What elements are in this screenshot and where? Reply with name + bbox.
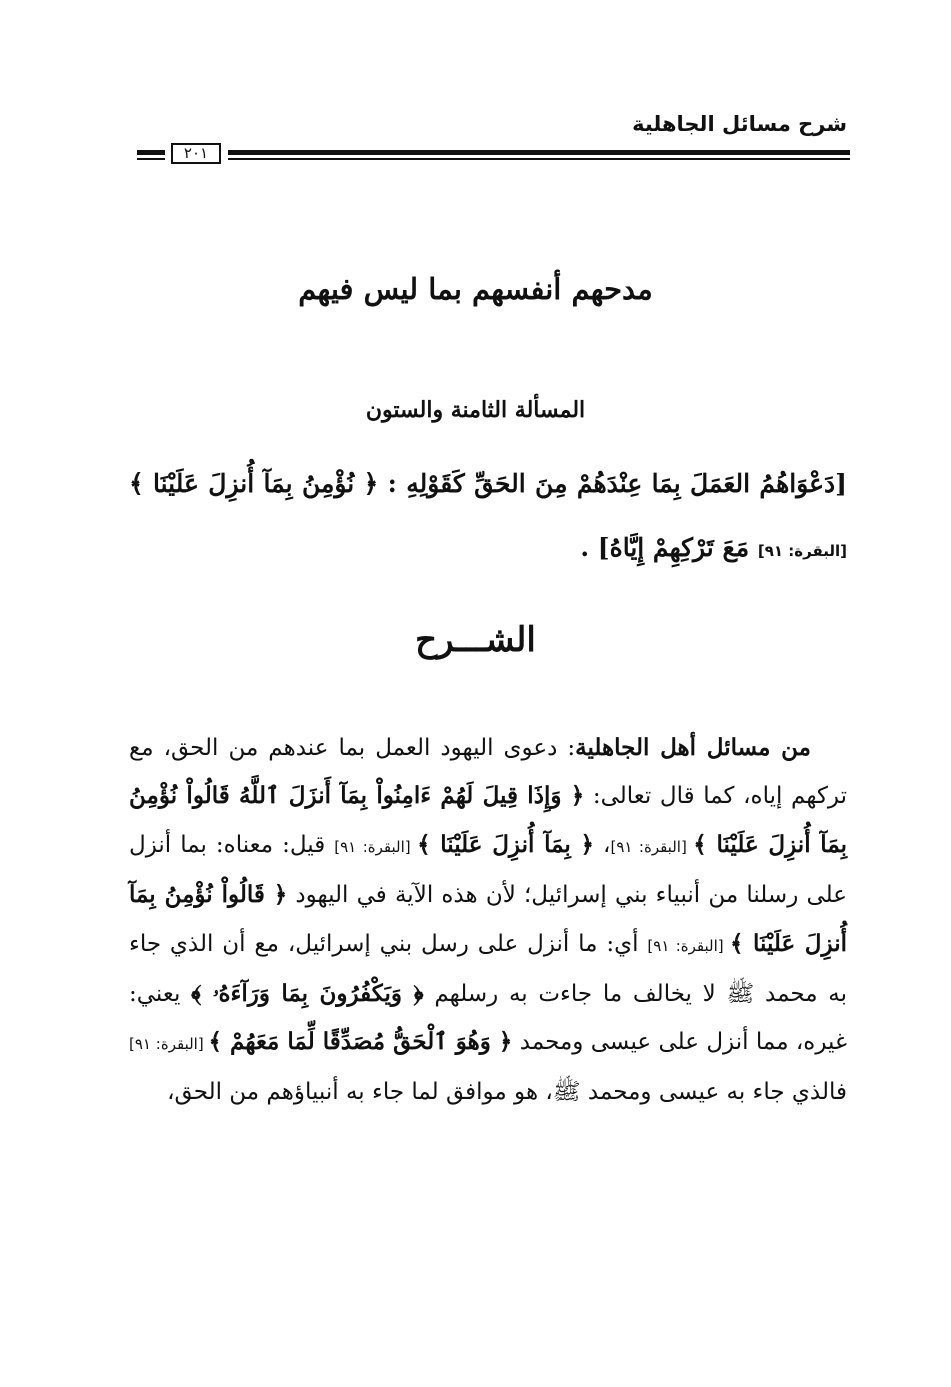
- reference-5: [البقرة: ٩١]: [129, 1035, 209, 1054]
- quran-quote-5: ﴿ وَهُوَ ٱلْحَقُّ مُصَدِّقًا لِّمَا مَعَهُمْ ﴾: [208, 1028, 513, 1056]
- header-rule: [228, 150, 850, 155]
- body-text-4: أي: ما أنزل على رسل بني إسرائيل، مع أن الذي جاء به محمد ﷺ لا يخالف ما جاءت به رسلهم: [129, 930, 848, 1008]
- header-rule-thin: [228, 158, 850, 160]
- sharh-title: الشـــرح: [415, 620, 536, 660]
- page-number: ٢٠١: [171, 143, 221, 164]
- matn-quran-quote: ﴿ نُؤْمِنُ بِمَآ أُنزِلَ عَلَيْنَا ﴾: [129, 469, 379, 498]
- matn-text-b: مَعَ تَرْكِهِمْ إِيَّاهُ] .: [580, 533, 758, 562]
- matn-text-a: [دَعْوَاهُمُ العَمَلَ بِمَا عِنْدَهُمْ مِنَ الحَقِّ كَقَوْلِهِ :: [378, 469, 847, 498]
- header-rule-end: [137, 150, 165, 155]
- quran-quote-2: ﴿ بِمَآ أُنزِلَ عَلَيْنَا ﴾: [417, 830, 594, 858]
- quran-quote-4: ﴿ وَيَكْفُرُونَ بِمَا وَرَآءَهُۥ ﴾: [191, 980, 424, 1008]
- matn-reference: [البقرة: ٩١]: [757, 542, 847, 560]
- quran-quote-3: ﴿ قَالُواْ نُؤْمِنُ بِمَآ أُنزِلَ عَلَيْنَا ﴾: [129, 881, 847, 957]
- reference-1: [البقرة: ٩١]: [610, 837, 694, 856]
- reference-3: [البقرة: ٩١]: [647, 936, 730, 955]
- sharh-body: [129, 724, 847, 1116]
- body-text-1: : دعوى اليهود العمل بما عندهم من الحق، مع تركهم إياه، كما قال تعالى:: [129, 735, 847, 810]
- body-text-6: فالذي جاء به عيسى ومحمد ﷺ، هو موافق لما جاء به أنبياؤهم من الحق،: [167, 1078, 847, 1105]
- header-rule-end-thin: [137, 158, 165, 160]
- reference-2: [البقرة: ٩١]: [334, 837, 418, 856]
- body-text-5: يعني: غيره، مما أنزل على عيسى ومحمد: [129, 981, 848, 1056]
- matn-text: [129, 452, 847, 583]
- issue-heading: المسألة الثامنة والستون: [365, 397, 586, 423]
- quran-quote-1: ﴿ وَإِذَا قِيلَ لَهُمْ ءَامِنُواْ بِمَآ أَنزَلَ ٱللَّهُ قَالُواْ نُؤْمِنُ بِمَآ أُنزِلَ عَلَيْنَا ﴾: [129, 782, 848, 858]
- running-title: شرح مسائل الجاهلية: [632, 112, 847, 136]
- body-text-3: قيل: معناه: بما أنزل على رسلنا من أنبياء بني إسرائيل؛ لأن هذه الآية في اليهود: [129, 831, 847, 909]
- chapter-title: مدحهم أنفسهم بما ليس فيهم: [298, 272, 653, 306]
- body-text-2: ،: [594, 831, 611, 858]
- body-lead: من مسائل أهل الجاهلية: [575, 734, 811, 761]
